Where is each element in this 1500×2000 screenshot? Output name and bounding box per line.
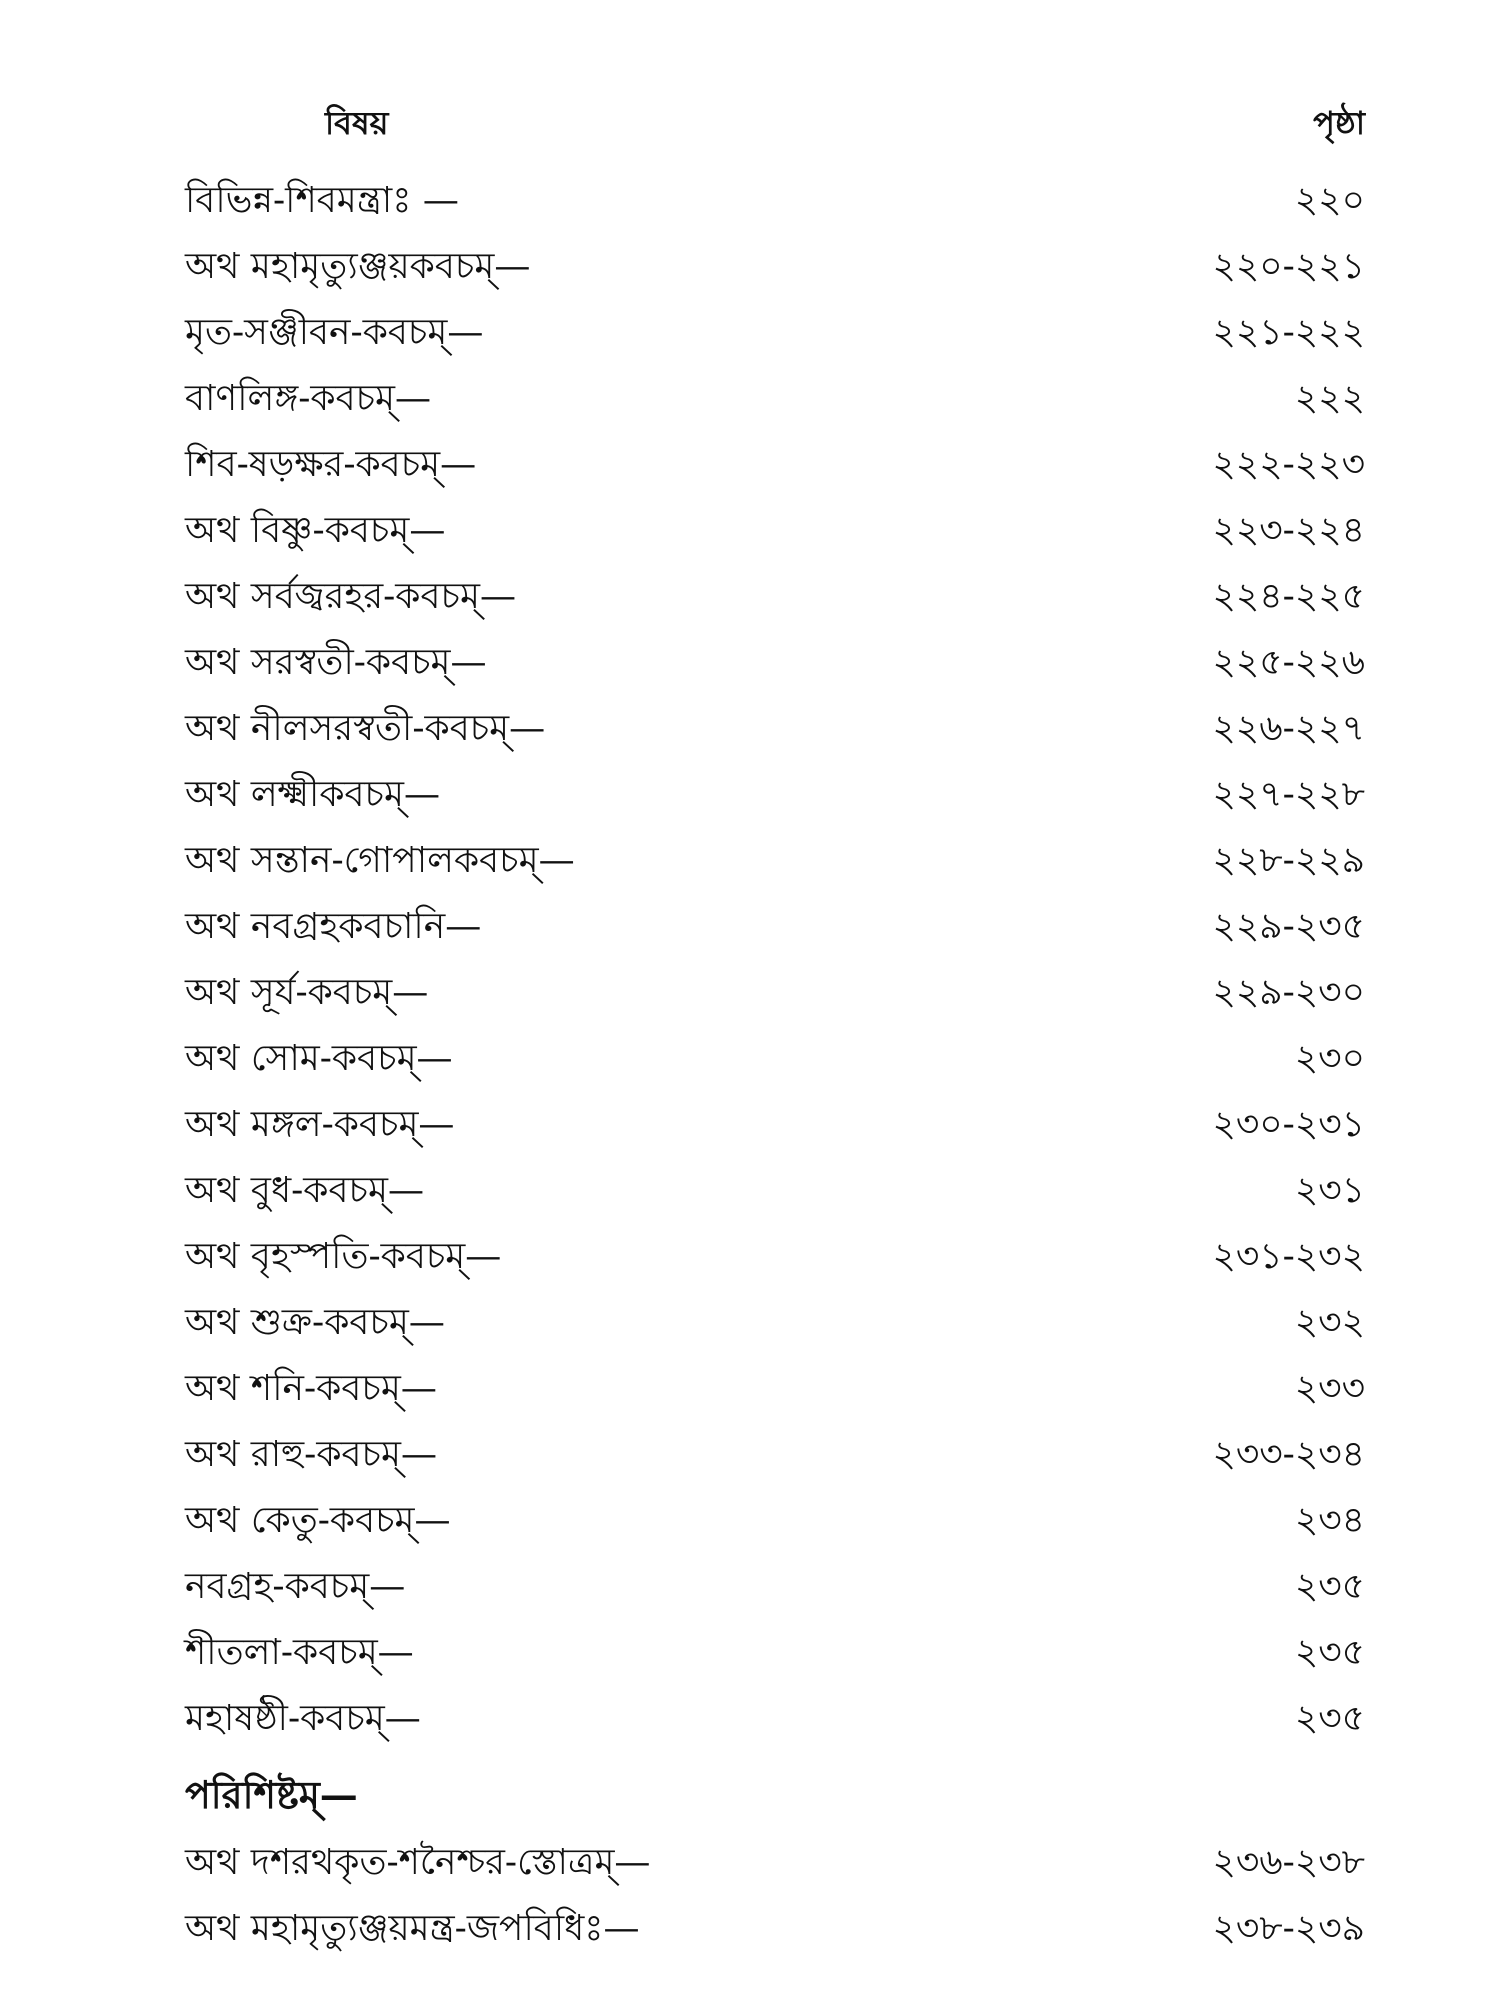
toc-header: [185, 98, 1365, 148]
toc-entry-pages: ২২৭-২২৮: [1212, 774, 1365, 815]
toc-entry-title: অথ লক্ষ্মীকবচম্—: [185, 774, 440, 815]
toc-entry-pages: ২২৯-২৩০: [1212, 972, 1365, 1013]
toc-entry-title: অথ সন্তান-গোপালকবচম্—: [185, 840, 575, 881]
toc-row: [185, 1896, 1365, 1962]
toc-entry-pages: ২৩০-২৩১: [1212, 1104, 1365, 1145]
toc-list: [185, 168, 1365, 1962]
toc-entry-title: অথ সর্বজ্বরহর-কবচম্—: [185, 576, 516, 617]
toc-entry-pages: ২২২: [1294, 378, 1365, 419]
toc-row: [185, 696, 1365, 762]
toc-row: [185, 1620, 1365, 1686]
toc-row: [185, 1830, 1365, 1896]
toc-entry-title: অথ কেতু-কবচম্—: [185, 1500, 451, 1541]
toc-entry-pages: ২২১-২২২: [1212, 312, 1365, 353]
toc-row: [185, 1554, 1365, 1620]
toc-entry-title: অথ মহামৃত্যুঞ্জয়মন্ত্র-জপবিধিঃ—: [185, 1908, 640, 1949]
toc-entry-pages: ২৩৫: [1294, 1698, 1365, 1739]
page-column-heading: পৃষ্ঠা: [1313, 104, 1365, 142]
toc-entry-title: শীতলা-কবচম্—: [185, 1632, 414, 1673]
toc-entry-title: অথ দশরথকৃত-শনৈশ্চর-স্তোত্রম্—: [185, 1842, 651, 1883]
toc-entry-title: মহাষষ্ঠী-কবচম্—: [185, 1698, 421, 1739]
toc-entry-pages: ২২০-২২১: [1212, 246, 1365, 287]
appendix-heading: পরিশিষ্টম্—: [185, 1772, 358, 1817]
toc-entry-pages: ২৩৩-২৩৪: [1212, 1434, 1365, 1475]
toc-entry-pages: ২৩১-২৩২: [1212, 1236, 1365, 1277]
toc-row: [185, 300, 1365, 366]
toc-entry-title: অথ মহামৃত্যুঞ্জয়কবচম্—: [185, 246, 531, 287]
toc-row: [185, 234, 1365, 300]
toc-row: [185, 894, 1365, 960]
toc-row: [185, 498, 1365, 564]
toc-entry-pages: ২৩৫: [1294, 1566, 1365, 1607]
toc-entry-title: অথ নীলসরস্বতী-কবচম্—: [185, 708, 546, 749]
toc-entry-pages: ২২০: [1294, 180, 1365, 221]
toc-row: [185, 1290, 1365, 1356]
toc-entry-title: অথ রাহু-কবচম্—: [185, 1434, 437, 1475]
toc-entry-title: অথ বুধ-কবচম্—: [185, 1170, 424, 1211]
toc-row: [185, 762, 1365, 828]
toc-entry-title: অথ বিষ্ণু-কবচম্—: [185, 510, 446, 551]
toc-row: [185, 1026, 1365, 1092]
toc-row: [185, 432, 1365, 498]
toc-row: [185, 960, 1365, 1026]
toc-entry-pages: ২৩২: [1294, 1302, 1365, 1343]
toc-entry-pages: ২৩০: [1294, 1038, 1365, 1079]
toc-entry-pages: ২২৪-২২৫: [1212, 576, 1365, 617]
toc-entry-title: বিভিন্ন-শিবমন্ত্রাঃ —: [185, 180, 459, 221]
toc-entry-title: অথ সূর্য-কবচম্—: [185, 972, 429, 1013]
subject-column-heading: বিষয়: [325, 104, 389, 142]
toc-entry-pages: ২৩৫: [1294, 1632, 1365, 1673]
toc-entry-title: অথ শুক্র-কবচম্—: [185, 1302, 445, 1343]
toc-entry-title: শিব-ষড়ক্ষর-কবচম্—: [185, 444, 477, 485]
toc-entry-title: অথ বৃহস্পতি-কবচম্—: [185, 1236, 502, 1277]
toc-entry-title: নবগ্রহ-কবচম্—: [185, 1566, 406, 1607]
toc-row: [185, 366, 1365, 432]
toc-row: [185, 1686, 1365, 1752]
toc-row: [185, 1158, 1365, 1224]
toc-entry-title: অথ শনি-কবচম্—: [185, 1368, 437, 1409]
toc-entry-pages: ২২৬-২২৭: [1212, 708, 1365, 749]
toc-entry-pages: ২৩৬-২৩৮: [1212, 1842, 1365, 1883]
toc-entry-pages: ২২৯-২৩৫: [1212, 906, 1365, 947]
toc-entry-pages: ২৩৮-২৩৯: [1212, 1908, 1365, 1949]
toc-entry-pages: ২৩৩: [1294, 1368, 1365, 1409]
toc-entry-title: বাণলিঙ্গ-কবচম্—: [185, 378, 432, 419]
toc-entry-pages: ২২২-২২৩: [1212, 444, 1365, 485]
toc-entry-title: অথ সরস্বতী-কবচম্—: [185, 642, 487, 683]
toc-row: [185, 630, 1365, 696]
toc-entry-pages: ২৩১: [1294, 1170, 1365, 1211]
toc-row: [185, 1092, 1365, 1158]
toc-entry-pages: ২২৩-২২৪: [1212, 510, 1365, 551]
toc-row: [185, 168, 1365, 234]
toc-entry-title: অথ নবগ্রহকবচানি—: [185, 906, 482, 947]
toc-row: [185, 1356, 1365, 1422]
toc-row: [185, 1224, 1365, 1290]
toc-entry-title: মৃত-সঞ্জীবন-কবচম্—: [185, 312, 484, 353]
toc-row: [185, 564, 1365, 630]
toc-entry-title: অথ সোম-কবচম্—: [185, 1038, 453, 1079]
toc-row: [185, 828, 1365, 894]
toc-row: [185, 1422, 1365, 1488]
toc-entry-pages: ২২৮-২২৯: [1212, 840, 1365, 881]
toc-entry-pages: ২৩৪: [1294, 1500, 1365, 1541]
toc-entry-title: অথ মঙ্গল-কবচম্—: [185, 1104, 455, 1145]
toc-row: [185, 1488, 1365, 1554]
toc-entry-pages: ২২৫-২২৬: [1212, 642, 1365, 683]
